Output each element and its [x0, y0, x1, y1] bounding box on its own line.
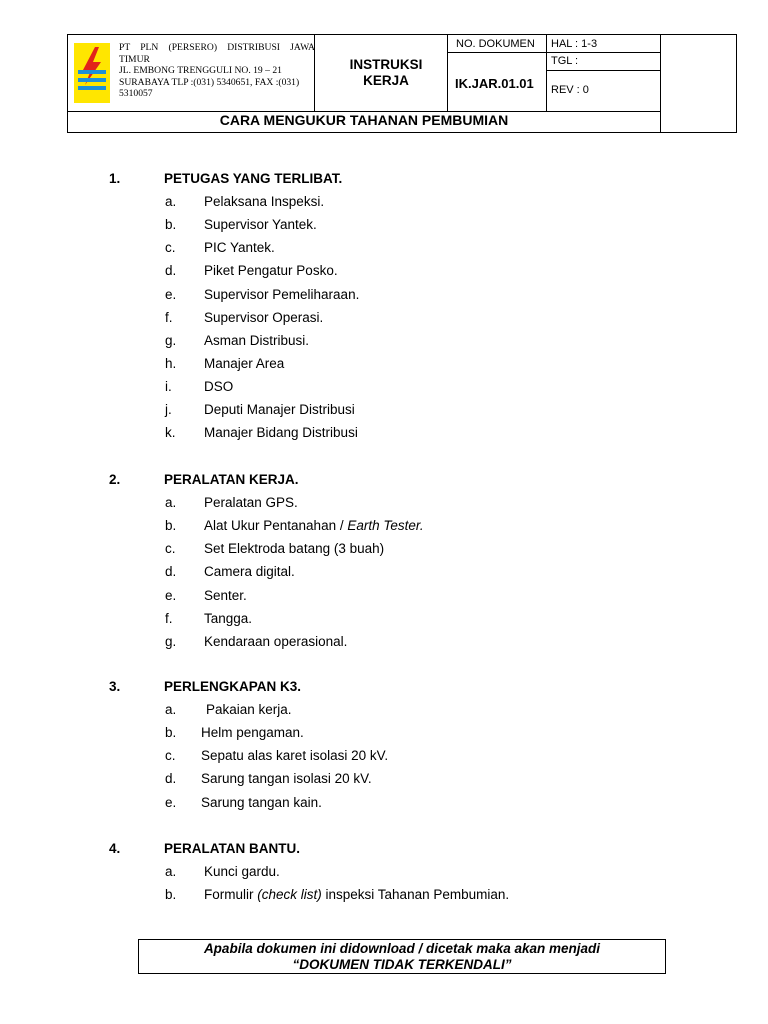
list-item-letter: d.: [165, 564, 177, 580]
list-item-text: [204, 495, 298, 510]
list-item-text-main: Sarung tangan isolasi 20 kV.: [201, 771, 372, 787]
list-item-letter: e.: [165, 286, 177, 302]
list-item-text: [204, 287, 359, 302]
list-item-letter: e.: [165, 794, 177, 810]
section-title: PETUGAS YANG TERLIBAT.: [164, 171, 343, 186]
section-title: PERLENGKAPAN K3.: [164, 679, 302, 694]
section-number: 1.: [109, 171, 121, 186]
section-title: PERALATAN KERJA.: [164, 472, 299, 487]
list-item-letter: a.: [165, 194, 177, 210]
list-item-text-main: Senter.: [204, 587, 247, 603]
document-type-line1: INSTRUKSI: [349, 57, 423, 72]
list-item-text: [204, 588, 247, 603]
list-item-text-main: Pakaian kerja.: [206, 702, 292, 718]
list-item-letter: f.: [165, 610, 173, 626]
list-item-letter: a.: [165, 495, 177, 511]
list-item-text: [204, 356, 284, 371]
list-item-text: [204, 425, 358, 440]
list-item-letter: j.: [165, 402, 172, 417]
list-item-text: [204, 541, 384, 556]
footer-notice: [138, 939, 666, 974]
list-item-text-main: Deputi Manajer Distribusi: [204, 402, 355, 417]
list-item-text-main: Pelaksana Inspeksi.: [204, 194, 325, 210]
list-item-text: [201, 748, 388, 763]
list-item-letter: b.: [165, 887, 177, 903]
list-item-text-main: Supervisor Operasi.: [204, 309, 324, 325]
section-title: PERALATAN BANTU.: [164, 841, 300, 856]
list-item-letter: f.: [165, 309, 173, 325]
list-item-text: [204, 263, 338, 278]
list-item-text-italic: (check list): [257, 887, 322, 903]
list-item-letter: d.: [165, 263, 177, 279]
no-dokumen-label: NO. DOKUMEN: [456, 38, 535, 50]
list-item-text: [204, 333, 309, 348]
list-item-letter: b.: [165, 518, 177, 534]
list-item-text-main: Manajer Bidang Distribusi: [204, 425, 358, 441]
section-number: 2.: [109, 472, 121, 487]
section-number: 4.: [109, 841, 121, 856]
list-item-text-main: Piket Pengatur Posko.: [204, 263, 338, 279]
list-item-letter: a.: [165, 702, 177, 718]
list-item-letter: g.: [165, 633, 177, 649]
list-item-text-main: Peralatan GPS.: [204, 495, 298, 511]
list-item-text-main: Tangga.: [204, 610, 253, 626]
company-street: JL. EMBONG TRENGGULI NO. 19 – 21: [119, 65, 282, 76]
list-item-text: [206, 702, 292, 717]
list-item-text: [204, 217, 317, 232]
list-item-text-main: Camera digital.: [204, 564, 295, 580]
document-title: CARA MENGUKUR TAHANAN PEMBUMIAN: [219, 112, 509, 128]
list-item-text: [201, 795, 322, 810]
company-phone-fax: SURABAYA TLP :(031) 5340651, FAX :(031): [119, 76, 300, 88]
list-item-letter: c.: [165, 240, 176, 256]
list-item-text: [204, 518, 424, 533]
hal-field: HAL : 1-3: [551, 38, 598, 50]
list-item-text-main: Supervisor Pemeliharaan.: [204, 286, 360, 302]
tgl-field: TGL :: [551, 55, 579, 67]
company-fax-number: 5310057: [119, 88, 153, 99]
company-region: TIMUR: [119, 53, 150, 65]
list-item-letter: b.: [165, 217, 177, 233]
list-item-text: [204, 564, 295, 579]
list-item-text-main: Kunci gardu.: [204, 864, 280, 880]
list-item-text: [204, 379, 233, 394]
list-item-text-main: Helm pengaman.: [201, 725, 304, 741]
list-item-text-main: Alat Ukur Pentanahan /: [204, 518, 348, 534]
footer-notice-line1: Apabila dokumen ini didownload / dicetak maka akan menjadi: [203, 941, 601, 956]
list-item-text-main: Asman Distribusi.: [204, 332, 310, 348]
list-item-text-main: Kendaraan operasional.: [204, 633, 348, 649]
list-item-text: [204, 310, 323, 325]
company-name: PT PLN (PERSERO) DISTRIBUSI JAWA: [119, 42, 315, 53]
list-item-letter: c.: [165, 748, 176, 764]
list-item-letter: e.: [165, 587, 177, 603]
list-item-text-main: Supervisor Yantek.: [204, 217, 317, 233]
list-item-text-after: inspeksi Tahanan Pembumian.: [321, 887, 510, 903]
list-item-letter: i.: [165, 378, 172, 394]
list-item-text-main: Formulir: [204, 887, 258, 903]
list-item-text-main: DSO: [204, 378, 234, 394]
list-item-letter: g.: [165, 332, 177, 348]
list-item-text: [204, 887, 509, 902]
list-item-text: [204, 611, 252, 626]
list-item-letter: d.: [165, 771, 177, 787]
list-item-letter: k.: [165, 425, 176, 441]
list-item-text: [201, 725, 304, 740]
list-item-text-italic: Earth Tester.: [347, 518, 424, 534]
list-item-text-main: Sarung tangan kain.: [201, 794, 322, 810]
list-item-letter: b.: [165, 725, 177, 741]
list-item-letter: c.: [165, 541, 176, 557]
list-item-text: [204, 864, 280, 879]
footer-notice-line2: “DOKUMEN TIDAK TERKENDALI”: [292, 957, 512, 972]
list-item-text: [204, 240, 275, 255]
list-item-letter: h.: [165, 355, 177, 371]
list-item-text: [204, 634, 347, 649]
section-number: 3.: [109, 679, 121, 694]
rev-field: REV : 0: [551, 84, 589, 96]
list-item-text: [204, 194, 324, 209]
list-item-letter: a.: [165, 864, 177, 880]
list-item-text: [204, 402, 355, 417]
no-dokumen-value: IK.JAR.01.01: [455, 76, 534, 91]
list-item-text: [201, 771, 372, 786]
list-item-text-main: Manajer Area: [204, 355, 285, 371]
list-item-text-main: Set Elektroda batang (3 buah): [204, 541, 385, 557]
list-item-text-main: Sepatu alas karet isolasi 20 kV.: [201, 748, 389, 764]
document-type-line2: KERJA: [363, 73, 409, 88]
list-item-text-main: PIC Yantek.: [204, 240, 275, 256]
